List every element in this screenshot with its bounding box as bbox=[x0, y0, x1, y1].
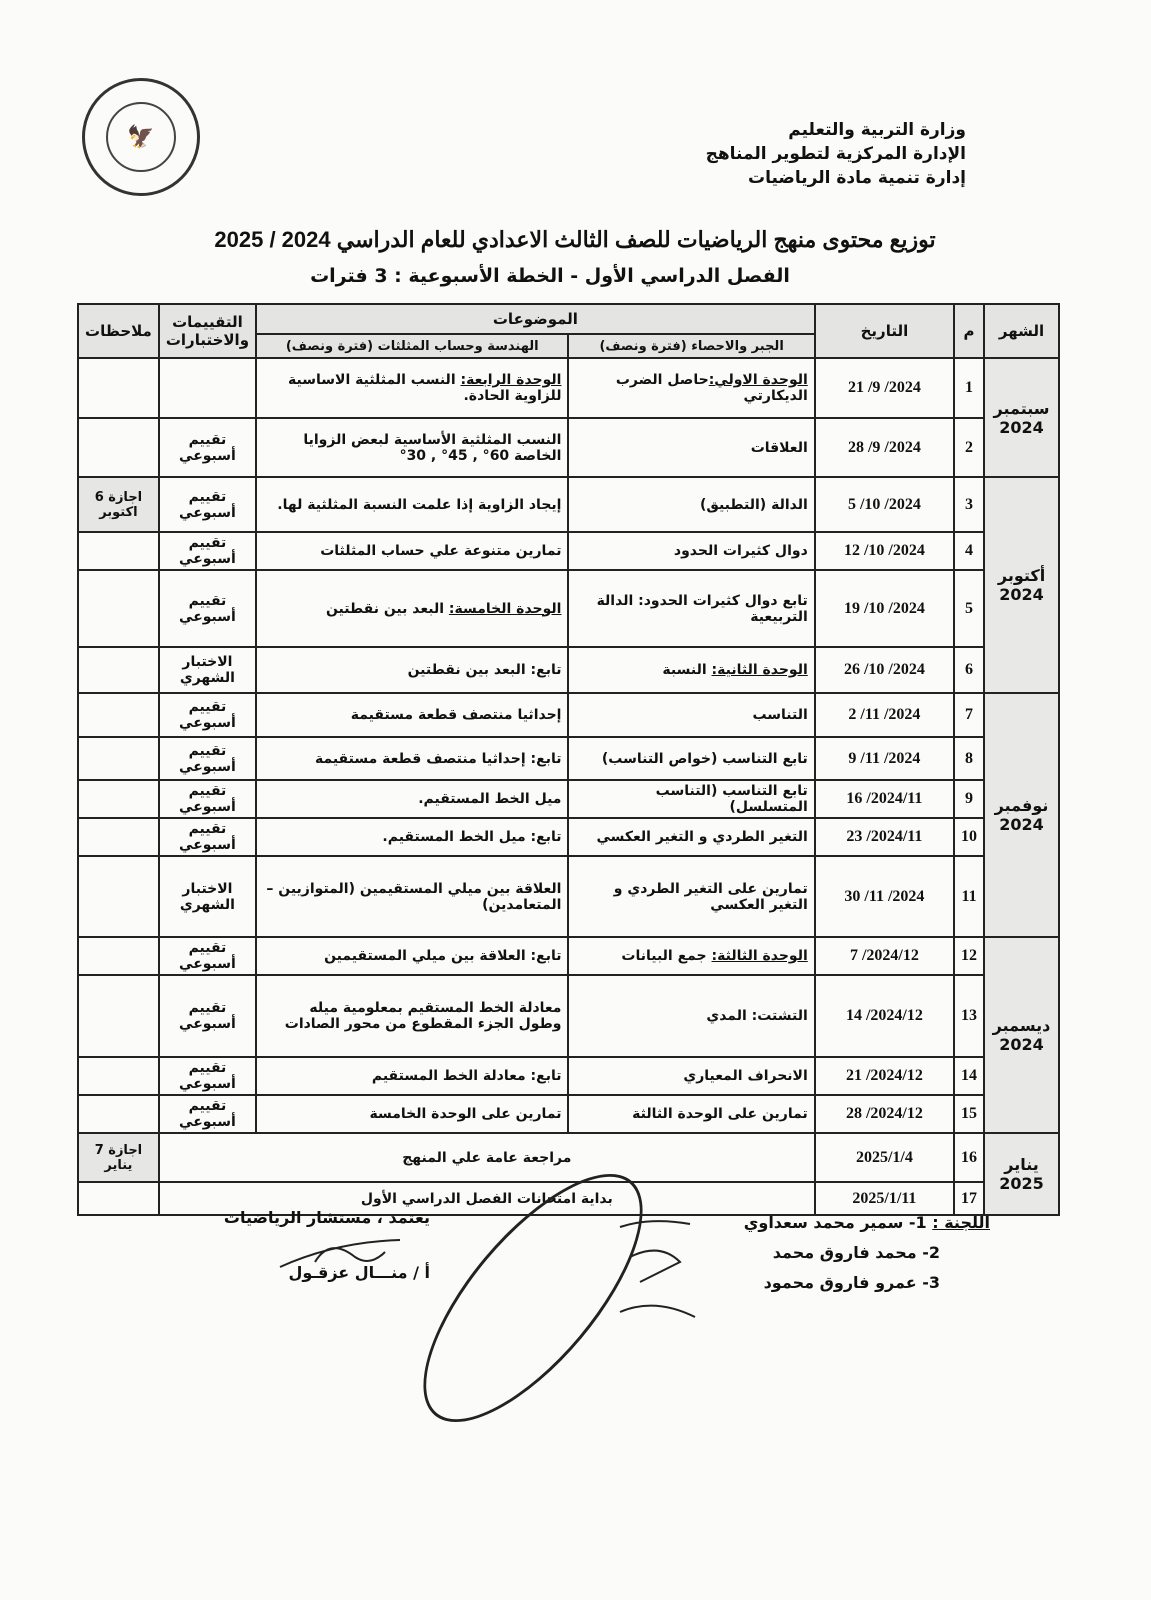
topic-text: معادلة الخط المستقيم بمعلومية ميله وطول الجزء المقطوع من محور الصادات bbox=[284, 1000, 562, 1032]
week-number: 4 bbox=[954, 532, 984, 570]
topic-text: تابع التناسب (التناسب المتسلسل) bbox=[655, 783, 808, 815]
topic-text: حاصل الضرب الديكارتي bbox=[615, 372, 808, 404]
notes-cell bbox=[78, 647, 159, 693]
week-date: 2024/ 9/ 21 bbox=[815, 358, 954, 418]
algebra-topic bbox=[568, 937, 814, 975]
approver-signature bbox=[275, 1232, 405, 1272]
week-date: 2024/12/ 28 bbox=[815, 1095, 954, 1133]
committee-member: 1- سمير محمد سعداوي bbox=[743, 1213, 927, 1232]
topic-text: تمارين على التغير الطردي و التغير العكسي bbox=[613, 880, 808, 913]
algebra-topic bbox=[568, 1057, 814, 1095]
assessment-cell: تقييم أسبوعي bbox=[159, 570, 256, 647]
week-number: 8 bbox=[954, 737, 984, 780]
table-row bbox=[78, 1095, 1059, 1133]
ministry-header bbox=[706, 118, 966, 190]
notes-cell bbox=[78, 937, 159, 975]
central-administration: الإدارة المركزية لتطوير المناهج bbox=[705, 144, 966, 164]
geometry-topic bbox=[256, 975, 568, 1057]
topic-text: التغير الطردي و التغير العكسي bbox=[596, 829, 808, 845]
month-year: 2024 bbox=[999, 417, 1044, 437]
geometry-topic bbox=[256, 1095, 568, 1133]
assessment-cell: تقييم أسبوعي bbox=[159, 1057, 256, 1095]
topic-text: جمع البيانات bbox=[621, 948, 712, 964]
algebra-topic bbox=[568, 570, 814, 647]
assessment-cell bbox=[159, 358, 256, 418]
assessment-cell: الاختبار الشهري bbox=[159, 856, 256, 937]
topic-text: تابع دوال كثيرات الحدود: الدالة التربيعية bbox=[596, 592, 808, 625]
topic-text: تابع التناسب (خواص التناسب) bbox=[601, 750, 808, 767]
notes-cell bbox=[78, 737, 159, 780]
header-notes: ملاحظات bbox=[78, 304, 159, 358]
handwritten-signatures bbox=[600, 1212, 710, 1342]
week-number: 9 bbox=[954, 780, 984, 818]
topic-text: ميل الخط المستقيم. bbox=[418, 791, 562, 807]
week-number: 14 bbox=[954, 1057, 984, 1095]
table-row bbox=[78, 780, 1059, 818]
month-year: 2024 bbox=[999, 815, 1044, 834]
week-number: 12 bbox=[954, 937, 984, 975]
week-number: 10 bbox=[954, 818, 984, 856]
notes-cell: اجازة 7 يناير bbox=[78, 1133, 159, 1182]
week-number: 17 bbox=[954, 1182, 984, 1215]
week-number: 3 bbox=[954, 477, 984, 532]
topic-text: النسب المثلثية الأساسية لبعض الزوايا الخاصة 60° , 45° , 30° bbox=[303, 431, 562, 464]
header-date: التاريخ bbox=[815, 304, 954, 358]
table-row bbox=[78, 937, 1059, 975]
geometry-topic bbox=[256, 737, 568, 780]
topic-text: العلاقة بين ميلي المستقيمين (المتوازيين – المتعامدين) bbox=[266, 880, 562, 913]
assessment-cell: تقييم أسبوعي bbox=[159, 737, 256, 780]
month-name: نوفمبر bbox=[994, 796, 1049, 815]
ministry-logo-seal bbox=[82, 78, 200, 196]
topic-text: تابع: البعد بين نقطتين bbox=[407, 662, 562, 678]
header-assessments: التقييمات والاختبارات bbox=[159, 304, 256, 358]
geometry-topic bbox=[256, 418, 568, 477]
eagle-emblem-icon: 🦅 bbox=[106, 102, 176, 172]
week-date: 2024/ 11/ 30 bbox=[815, 856, 954, 937]
month-cell bbox=[984, 693, 1059, 937]
curriculum-table bbox=[77, 303, 1060, 1216]
topic-text: النسب المثلثية الاساسية للزاوية الحادة. bbox=[288, 372, 562, 404]
topic-text: التشتت: المدي bbox=[706, 1008, 808, 1024]
topic-text: دوال كثيرات الحدود bbox=[673, 543, 808, 559]
geometry-topic bbox=[256, 358, 568, 418]
week-date: 2024/12/ 21 bbox=[815, 1057, 954, 1095]
topic-text: إحداثيا منتصف قطعة مستقيمة bbox=[350, 707, 562, 723]
week-date: 2024/ 11/ 2 bbox=[815, 693, 954, 737]
approver-name: أ / منـــال عزقـول bbox=[288, 1263, 430, 1282]
month-cell bbox=[984, 1133, 1059, 1215]
week-number: 5 bbox=[954, 570, 984, 647]
table-row bbox=[78, 1133, 1059, 1182]
topic-text: تابع: معادلة الخط المستقيم bbox=[371, 1068, 562, 1084]
month-cell bbox=[984, 358, 1059, 477]
week-number: 2 bbox=[954, 418, 984, 477]
month-cell bbox=[984, 477, 1059, 693]
document-title: توزيع محتوى منهج الرياضيات للصف الثالث الاعدادي للعام الدراسي 2024 / 2025 bbox=[214, 227, 936, 252]
topic-text: التناسب bbox=[752, 707, 808, 723]
table-row bbox=[78, 1057, 1059, 1095]
week-date: 2024/ 10/ 5 bbox=[815, 477, 954, 532]
geometry-topic bbox=[256, 570, 568, 647]
month-name: أكتوبر bbox=[997, 566, 1046, 585]
topic-text: العلاقات bbox=[750, 439, 808, 456]
geometry-topic bbox=[256, 818, 568, 856]
assessment-cell: تقييم أسبوعي bbox=[159, 532, 256, 570]
merged-topic: بداية امتحانات الفصل الدراسي الأول bbox=[159, 1182, 815, 1215]
week-date: 2024/ 10/ 19 bbox=[815, 570, 954, 647]
table-row bbox=[78, 532, 1059, 570]
algebra-topic bbox=[568, 818, 814, 856]
topic-text: البعد بين نقطتين bbox=[325, 600, 449, 617]
notes-cell bbox=[78, 1095, 159, 1133]
geometry-topic bbox=[256, 693, 568, 737]
header-algebra: الجبر والاحصاء (فترة ونصف) bbox=[568, 334, 814, 358]
assessment-cell: تقييم أسبوعي bbox=[159, 937, 256, 975]
month-name: سبتمبر bbox=[993, 398, 1050, 418]
notes-cell bbox=[78, 780, 159, 818]
assessment-cell: تقييم أسبوعي bbox=[159, 975, 256, 1057]
week-date: 2024/ 9/ 28 bbox=[815, 418, 954, 477]
table-row bbox=[78, 570, 1059, 647]
notes-cell bbox=[78, 693, 159, 737]
math-department: إدارة تنمية مادة الرياضيات bbox=[748, 168, 966, 188]
geometry-topic bbox=[256, 937, 568, 975]
algebra-topic bbox=[568, 780, 814, 818]
algebra-topic bbox=[568, 477, 814, 532]
algebra-topic bbox=[568, 647, 814, 693]
notes-cell bbox=[78, 818, 159, 856]
geometry-topic bbox=[256, 780, 568, 818]
table-row bbox=[78, 856, 1059, 937]
month-name: ديسمبر bbox=[992, 1016, 1051, 1035]
geometry-topic bbox=[256, 856, 568, 937]
topic-text: النسبة bbox=[662, 662, 712, 678]
topic-text: إيجاد الزاوية إذا علمت النسبة المثلثية لها. bbox=[277, 496, 562, 513]
assessment-cell: تقييم أسبوعي bbox=[159, 1095, 256, 1133]
week-date: 2024/12/ 14 bbox=[815, 975, 954, 1057]
geometry-topic bbox=[256, 532, 568, 570]
month-year: 2025 bbox=[999, 1174, 1044, 1193]
approval-label: يعتمد ، مستشار الرياضيات bbox=[223, 1208, 430, 1227]
table-row bbox=[78, 737, 1059, 780]
committee-member: 3- عمرو فاروق محمود bbox=[763, 1273, 940, 1292]
assessment-cell: تقييم أسبوعي bbox=[159, 693, 256, 737]
table-row bbox=[78, 477, 1059, 532]
geometry-topic bbox=[256, 647, 568, 693]
week-date: 2025/1/11 bbox=[815, 1182, 954, 1215]
week-date: 2024/ 11/ 9 bbox=[815, 737, 954, 780]
topic-text: الدالة (التطبيق) bbox=[699, 496, 808, 513]
assessment-cell: تقييم أسبوعي bbox=[159, 780, 256, 818]
topic-text: تمارين على الوحدة الثالثة bbox=[632, 1106, 808, 1122]
notes-cell bbox=[78, 975, 159, 1057]
geometry-topic bbox=[256, 477, 568, 532]
topic-text: تمارين على الوحدة الخامسة bbox=[369, 1106, 562, 1122]
week-number: 13 bbox=[954, 975, 984, 1057]
algebra-topic bbox=[568, 532, 814, 570]
week-date: 2024/ 10/ 12 bbox=[815, 532, 954, 570]
week-date: 2024/12/ 7 bbox=[815, 937, 954, 975]
header-topics: الموضوعات bbox=[256, 304, 815, 334]
week-number: 11 bbox=[954, 856, 984, 937]
header-geometry: الهندسة وحساب المثلثات (فترة ونصف) bbox=[256, 334, 568, 358]
geometry-topic bbox=[256, 1057, 568, 1095]
algebra-topic bbox=[568, 856, 814, 937]
notes-cell bbox=[78, 532, 159, 570]
topic-text: الانحراف المعياري bbox=[683, 1068, 808, 1084]
notes-cell bbox=[78, 1057, 159, 1095]
table-row bbox=[78, 418, 1059, 477]
week-number: 15 bbox=[954, 1095, 984, 1133]
month-year: 2024 bbox=[999, 585, 1044, 604]
week-number: 7 bbox=[954, 693, 984, 737]
unit-heading: الوحدة الخامسة: bbox=[448, 600, 562, 617]
notes-cell bbox=[78, 418, 159, 477]
notes-cell bbox=[78, 1182, 159, 1215]
ministry-name: وزارة التربية والتعليم bbox=[788, 120, 966, 140]
header-month: الشهر bbox=[984, 304, 1059, 358]
topic-text: تابع: إحداثيا منتصف قطعة مستقيمة bbox=[314, 750, 562, 767]
topic-text: تمارين متنوعة علي حساب المثلثات bbox=[320, 543, 562, 559]
committee-list bbox=[700, 1208, 990, 1298]
committee-member: 2- محمد فاروق محمد bbox=[772, 1243, 940, 1262]
header-num: م bbox=[954, 304, 984, 358]
unit-heading: الوحدة الثانية: bbox=[711, 662, 808, 678]
week-date: 2024/ 10/ 26 bbox=[815, 647, 954, 693]
merged-topic: مراجعة عامة علي المنهج bbox=[159, 1133, 815, 1182]
table-row bbox=[78, 358, 1059, 418]
algebra-topic bbox=[568, 418, 814, 477]
notes-cell: اجازة 6 اكتوبر bbox=[78, 477, 159, 532]
assessment-cell: تقييم أسبوعي bbox=[159, 418, 256, 477]
algebra-topic bbox=[568, 1095, 814, 1133]
topic-text: تابع: ميل الخط المستقيم. bbox=[382, 829, 562, 845]
notes-cell bbox=[78, 570, 159, 647]
table-row bbox=[78, 818, 1059, 856]
unit-heading: الوحدة الرابعة: bbox=[460, 372, 562, 388]
algebra-topic bbox=[568, 737, 814, 780]
assessment-cell: تقييم أسبوعي bbox=[159, 818, 256, 856]
assessment-cell: تقييم أسبوعي bbox=[159, 477, 256, 532]
unit-heading: الوحدة الاولي: bbox=[708, 372, 808, 388]
notes-cell bbox=[78, 358, 159, 418]
month-name: يناير bbox=[1004, 1155, 1039, 1174]
table-row bbox=[78, 693, 1059, 737]
week-number: 6 bbox=[954, 647, 984, 693]
unit-heading: الوحدة الثالثة: bbox=[711, 948, 808, 964]
week-date: 2024/11/ 23 bbox=[815, 818, 954, 856]
algebra-topic bbox=[568, 358, 814, 418]
topic-text: تابع: العلاقة بين ميلي المستقيمين bbox=[324, 948, 562, 964]
algebra-topic bbox=[568, 693, 814, 737]
document-subtitle: الفصل الدراسي الأول - الخطة الأسبوعية : 3 فترات bbox=[310, 265, 790, 287]
week-number: 16 bbox=[954, 1133, 984, 1182]
algebra-topic bbox=[568, 975, 814, 1057]
table-row bbox=[78, 647, 1059, 693]
notes-cell bbox=[78, 856, 159, 937]
week-date: 2024/11/ 16 bbox=[815, 780, 954, 818]
committee-label: اللجنة : bbox=[932, 1213, 990, 1232]
week-number: 1 bbox=[954, 358, 984, 418]
month-cell bbox=[984, 937, 1059, 1133]
week-date: 2025/1/4 bbox=[815, 1133, 954, 1182]
assessment-cell: الاختبار الشهري bbox=[159, 647, 256, 693]
table-row bbox=[78, 975, 1059, 1057]
month-year: 2024 bbox=[999, 1035, 1044, 1054]
